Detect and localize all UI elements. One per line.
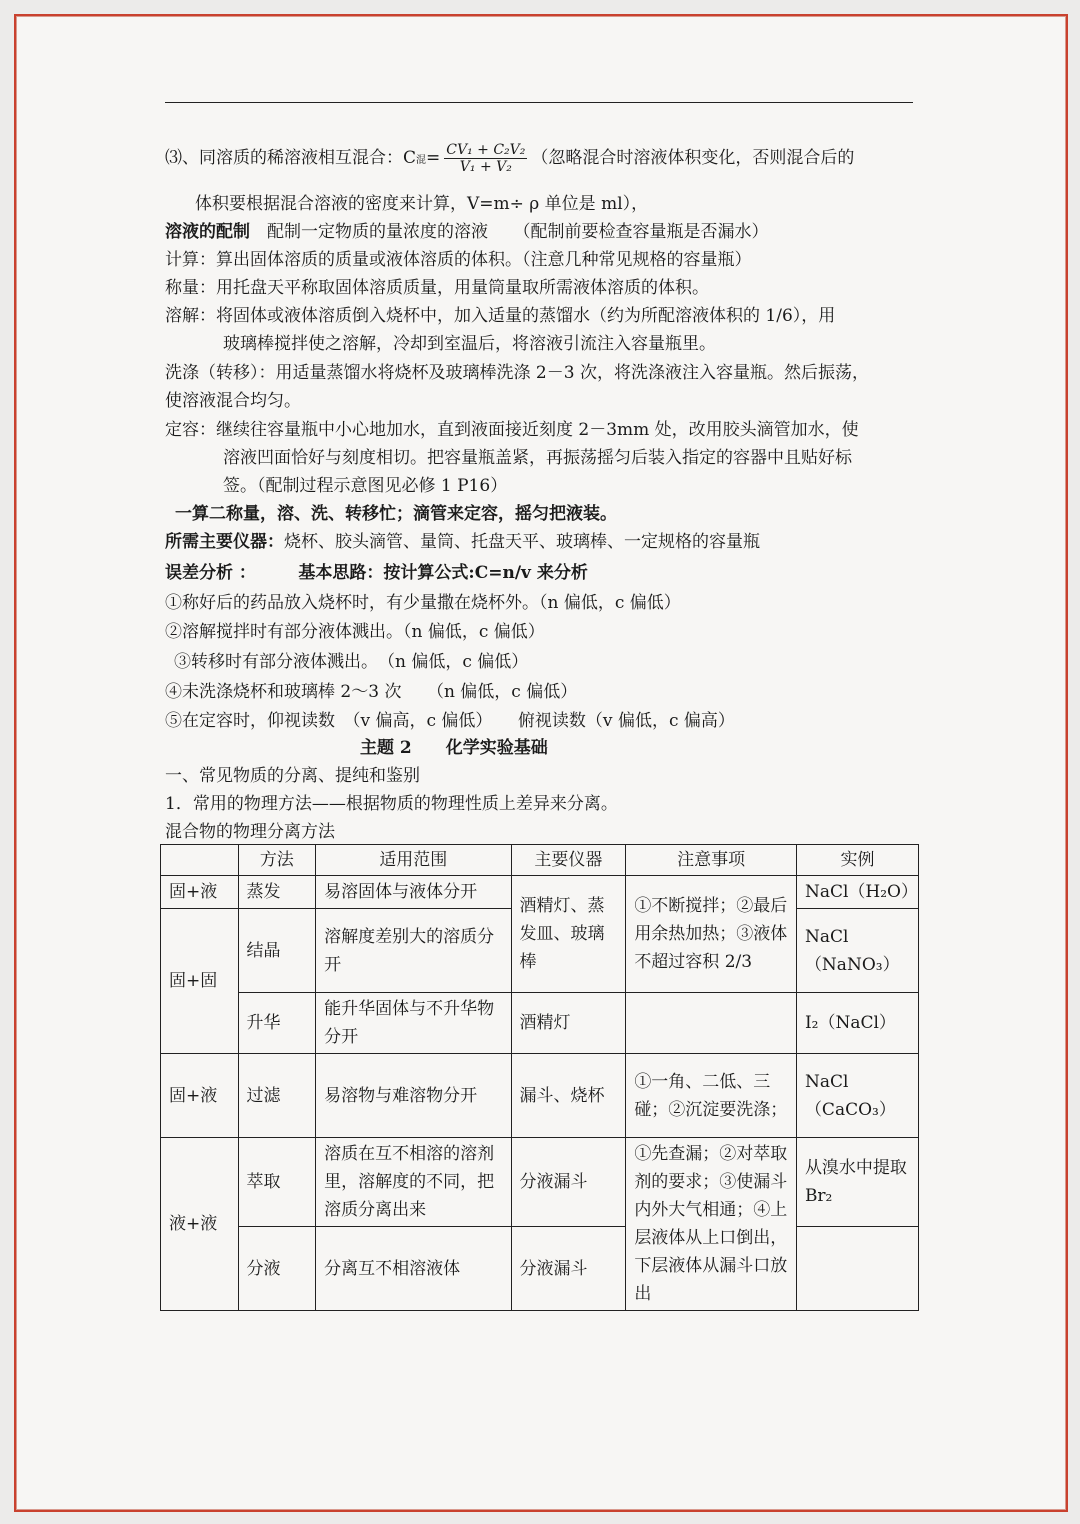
table-row (161, 876, 919, 909)
example-cell: NaCl（NaNO₃） (796, 909, 918, 993)
section-heading: 一、常见物质的分离、提纯和鉴别 (165, 766, 420, 786)
header-cell: 注意事项 (626, 845, 797, 876)
step-calc: 计算：算出固体溶质的质量或液体溶质的体积。（注意几种常见规格的容量瓶） (165, 250, 752, 270)
error-item-1: ①称好后的药品放入烧杯时，有少量撒在烧杯外。（n 偏低，c 偏低） (165, 593, 681, 613)
instrument-cell: 漏斗、烧杯 (511, 1054, 626, 1138)
range-cell: 溶质在互不相溶的溶剂里，溶解度的不同，把溶质分离出来 (316, 1138, 511, 1227)
example-cell: NaCl（H₂O） (796, 876, 918, 909)
error-analysis-heading: 误差分析 ： 基本思路：按计算公式:C=n/v 来分析 (165, 563, 588, 583)
error-item-4: ④未洗涤烧杯和玻璃棒 2～3 次 （n 偏低，c 偏低） (165, 682, 578, 702)
table-row (161, 993, 919, 1054)
header-cell: 实例 (796, 845, 918, 876)
range-cell: 易溶固体与液体分开 (316, 876, 511, 909)
range-cell: 易溶物与难溶物分开 (316, 1054, 511, 1138)
step-dissolve-cont: 玻璃棒搅拌使之溶解，冷却到室温后，将溶液引流注入容量瓶里。 (223, 334, 716, 354)
method-cell: 升华 (238, 993, 316, 1054)
table-caption: 混合物的物理分离方法 (165, 822, 335, 842)
method-cell: 萃取 (238, 1138, 316, 1227)
header-cell: 方法 (238, 845, 316, 876)
category-cell: 液+液 (161, 1138, 239, 1311)
instrument-cell: 酒精灯 (511, 993, 626, 1054)
range-cell: 能升华固体与不升华物分开 (316, 993, 511, 1054)
separation-methods-table (160, 844, 919, 1311)
table-row (161, 1138, 919, 1227)
example-cell (796, 1227, 918, 1311)
range-cell: 溶解度差别大的溶质分开 (316, 909, 511, 993)
error-item-3: ③转移时有部分液体溅出。 （n 偏低，c 偏低） (174, 652, 529, 672)
example-cell: I₂（NaCl） (796, 993, 918, 1054)
step-wash: 洗涤（转移）：用适量蒸馏水将烧杯及玻璃棒洗涤 2－3 次，将洗涤液注入容量瓶。然后振荡， (165, 363, 869, 383)
example-cell: NaCl（CaCO₃） (796, 1054, 918, 1138)
method-cell: 分液 (238, 1227, 316, 1311)
table-row (161, 1054, 919, 1138)
instrument-cell: 分液漏斗 (511, 1138, 626, 1227)
category-cell: 固+液 (161, 1054, 239, 1138)
mixing-formula-line2: 体积要根据混合溶液的密度来计算，V=m÷ ρ 单位是 ml）， (195, 194, 649, 214)
step-fix-cont: 溶液凹面恰好与刻度相切。把容量瓶盖紧，再振荡摇匀后装入指定的容器中且贴好标 (223, 448, 852, 468)
table-row (161, 1227, 919, 1311)
step-wash-cont: 使溶液混合均匀。 (165, 391, 301, 411)
note-cell: ①先查漏；②对萃取剂的要求；③使漏斗内外大气相通；④上层液体从上口倒出，下层液体从漏斗口放出 (626, 1138, 797, 1311)
mixing-fraction: $\frac{\text{CV₁ + C₂V₂}}{\text{V₁ + V₂}}$ (446, 142, 526, 175)
note-cell (626, 993, 797, 1054)
method-cell: 蒸发 (238, 876, 316, 909)
topic-title: 主题 2 化学实验基础 (360, 738, 548, 758)
note-cell: ①一角、二低、三碰；②沉淀要洗涤； (626, 1054, 797, 1138)
step-weigh: 称量：用托盘天平称取固体溶质质量，用量筒量取所需液体溶质的体积。 (165, 278, 709, 298)
subsection-heading: 1．常用的物理方法——根据物质的物理性质上差异来分离。 (165, 794, 618, 814)
header-cell: 主要仪器 (511, 845, 626, 876)
header-cell: 适用范围 (316, 845, 511, 876)
error-item-5: ⑤在定容时，仰视读数 （v 偏高，c 偏低） 俯视读数（v 偏低，c 偏高） (165, 711, 735, 731)
step-fix-cont2: 签。（配制过程示意图见必修 1 P16） (223, 476, 508, 496)
step-fix: 定容：继续往容量瓶中小心地加水，直到液面接近刻度 2－3mm 处，改用胶头滴管加水，使 (165, 420, 859, 440)
note-cell: ①不断搅拌；②最后用余热加热；③液体不超过容积 2/3 (626, 876, 797, 993)
prep-heading: 溶液的配制 配制一定物质的量浓度的溶液 （配制前要检查容量瓶是否漏水） (165, 222, 769, 242)
example-cell: 从溴水中提取 Br₂ (796, 1138, 918, 1227)
range-cell: 分离互不相溶液体 (316, 1227, 511, 1311)
method-cell: 结晶 (238, 909, 316, 993)
table-header-row (161, 845, 919, 876)
step-dissolve: 溶解：将固体或液体溶质倒入烧杯中，加入适量的蒸馏水（约为所配溶液体积的 1/6），用 (165, 306, 836, 326)
instrument-cell: 分液漏斗 (511, 1227, 626, 1311)
instrument-cell: 酒精灯、蒸发皿、玻璃棒 (511, 876, 626, 993)
category-cell: 固+液 (161, 876, 239, 909)
category-cell: 固+固 (161, 909, 239, 1054)
method-cell: 过滤 (238, 1054, 316, 1138)
mnemonic: 一算二称量，溶、洗、转移忙；滴管来定容，摇匀把液装。 (175, 504, 617, 524)
header-rule (165, 102, 913, 103)
error-item-2: ②溶解搅拌时有部分液体溅出。（n 偏低，c 偏低） (165, 622, 545, 642)
mixing-formula-line: ⑶、同溶质的稀溶液相互混合：C混= $\frac{\text{CV₁ + C₂V₂}}{\text{V₁ + V₂}}$ （忽略混合时溶液体积变化，否则混合后的 (165, 142, 855, 175)
instruments-line: 所需主要仪器：烧杯、胶头滴管、量筒、托盘天平、玻璃棒、一定规格的容量瓶 (165, 532, 760, 552)
header-cell (161, 845, 239, 876)
